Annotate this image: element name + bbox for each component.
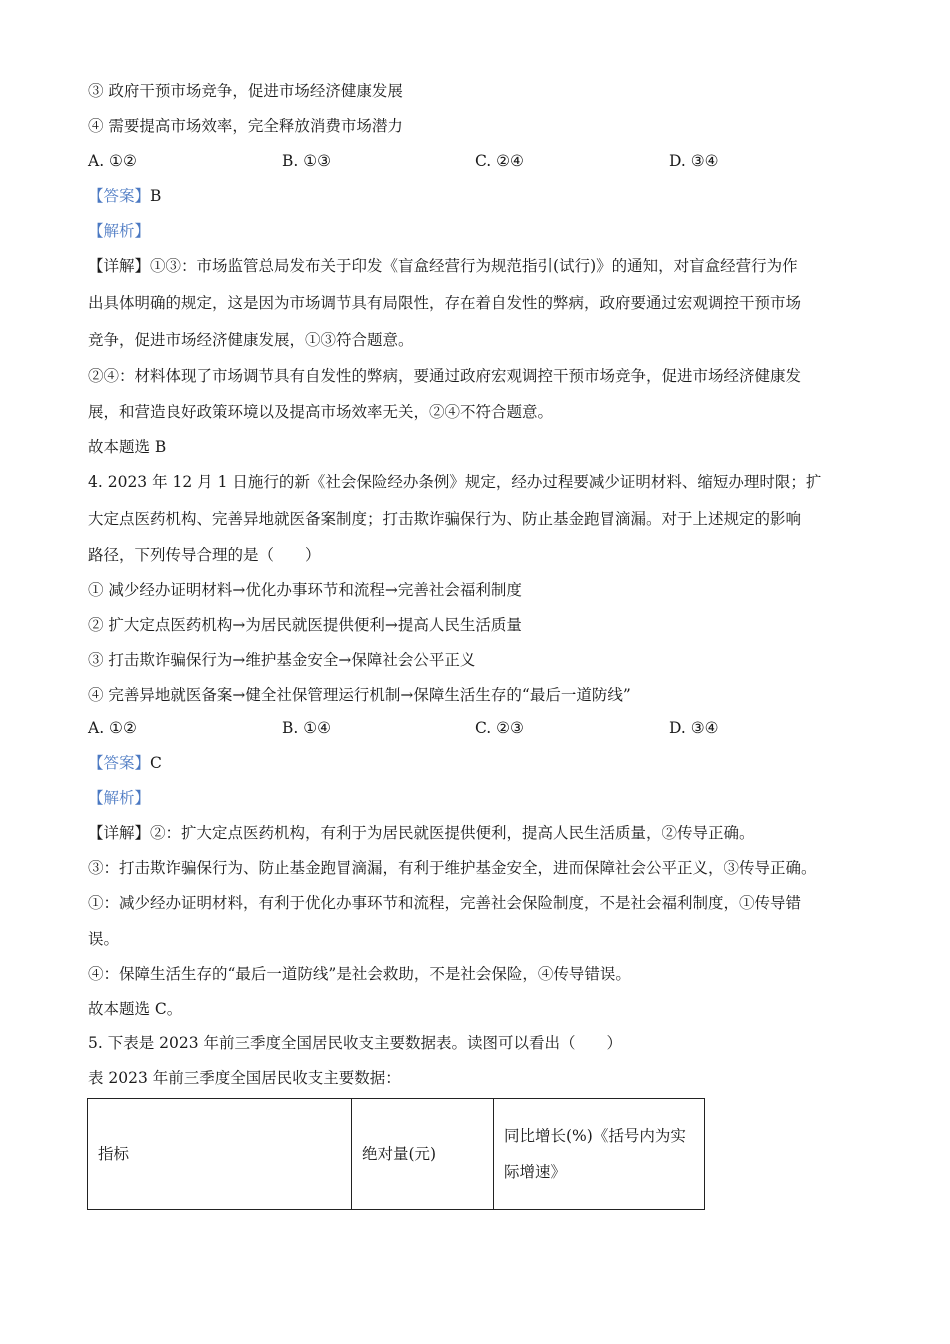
q4-option-a: A. ①② — [88, 719, 137, 737]
table-header-cell: 同比增长(%)《括号内为实际增速》 — [494, 1099, 705, 1210]
detail-tag: 【详解】 — [88, 824, 151, 842]
q4-option-b: B. ①④ — [282, 719, 332, 737]
table-header-row — [88, 1099, 705, 1210]
q3-item-4: ④ 需要提高市场效率，完全释放消费市场潜力 — [88, 117, 403, 135]
answer-tag: 【答案】 — [88, 754, 151, 772]
q3-conclusion: 故本题选 B — [88, 438, 167, 456]
table-header-cell: 绝对量(元) — [352, 1099, 494, 1210]
q4-answer — [88, 753, 162, 773]
q3-option-d: D. ③④ — [669, 152, 719, 170]
q4-item-3: ③ 打击欺诈骗保行为→维护基金安全→保障社会公平正义 — [88, 651, 476, 669]
q3-option-c: C. ②④ — [475, 152, 524, 170]
q4-item-1: ① 减少经办证明材料→优化办事环节和流程→完善社会福利制度 — [88, 581, 522, 599]
answer-tag: 【答案】 — [88, 187, 151, 205]
income-expenditure-table — [87, 1098, 705, 1210]
q4-stem: 大定点医药机构、完善异地就医备案制度；打击欺诈骗保行为、防止基金跑冒滴漏。对于上述规定的影响 — [88, 510, 802, 528]
q3-item-3: ③ 政府干预市场竞争，促进市场经济健康发展 — [88, 82, 403, 100]
q3-analysis-heading — [88, 221, 150, 241]
q3-detail-line: 竞争，促进市场经济健康发展，①③符合题意。 — [88, 331, 414, 349]
q4-item-2: ② 扩大定点医药机构→为居民就医提供便利→提高人民生活质量 — [88, 616, 522, 634]
q3-detail-line — [88, 256, 798, 276]
q4-stem: 路径，下列传导合理的是（ ） — [88, 546, 321, 564]
q5-table-caption: 表 2023 年前三季度全国居民收支主要数据： — [88, 1069, 401, 1087]
q4-detail-line — [88, 823, 755, 843]
detail-text: ②：扩大定点医药机构，有利于为居民就医提供便利，提高人民生活质量，②传导正确。 — [150, 824, 755, 842]
q4-item-4: ④ 完善异地就医备案→健全社保管理运行机制→保障生活生存的“最后一道防线” — [88, 686, 631, 704]
q4-option-c: C. ②③ — [475, 719, 524, 737]
q3-detail-line: 出具体明确的规定，这是因为市场调节具有局限性，存在着自发性的弊病，政府要通过宏观调控干预市场 — [88, 294, 802, 312]
answer-value: B — [150, 187, 162, 205]
q4-detail-line: ③：打击欺诈骗保行为、防止基金跑冒滴漏，有利于维护基金安全，进而保障社会公平正义，③传导正确。 — [88, 859, 817, 877]
q4-analysis-heading — [88, 788, 150, 808]
q4-conclusion: 故本题选 C。 — [88, 1000, 183, 1018]
q4-detail-line: ④：保障生活生存的“最后一道防线”是社会救助，不是社会保险，④传导错误。 — [88, 965, 631, 983]
detail-tag: 【详解】 — [88, 257, 151, 275]
q4-option-d: D. ③④ — [669, 719, 719, 737]
q3-option-b: B. ①③ — [282, 152, 332, 170]
q4-detail-line: ①：减少经办证明材料，有利于优化办事环节和流程，完善社会保险制度，不是社会福利制度，①传导错 — [88, 894, 802, 912]
q3-answer — [88, 186, 161, 206]
q4-detail-line: 误。 — [88, 930, 120, 948]
answer-value: C — [150, 754, 162, 772]
q3-option-a: A. ①② — [88, 152, 137, 170]
analysis-tag: 【解析】 — [88, 789, 151, 807]
analysis-tag: 【解析】 — [88, 222, 151, 240]
q4-stem: 4. 2023 年 12 月 1 日施行的新《社会保险经办条例》规定，经办过程要减少证明材料、缩短办理时限；扩 — [88, 473, 822, 491]
q3-detail-line: 展，和营造良好政策环境以及提高市场效率无关，②④不符合题意。 — [88, 403, 554, 421]
q5-stem: 5. 下表是 2023 年前三季度全国居民收支主要数据表。读图可以看出（ ） — [88, 1034, 623, 1052]
q3-detail-line: ②④：材料体现了市场调节具有自发性的弊病，要通过政府宏观调控干预市场竞争，促进市场经济健康发 — [88, 367, 802, 385]
detail-text: ①③：市场监管总局发布关于印发《盲盒经营行为规范指引(试行)》的通知，对盲盒经营行为作 — [150, 257, 798, 275]
table-header-cell: 指标 — [88, 1099, 352, 1210]
